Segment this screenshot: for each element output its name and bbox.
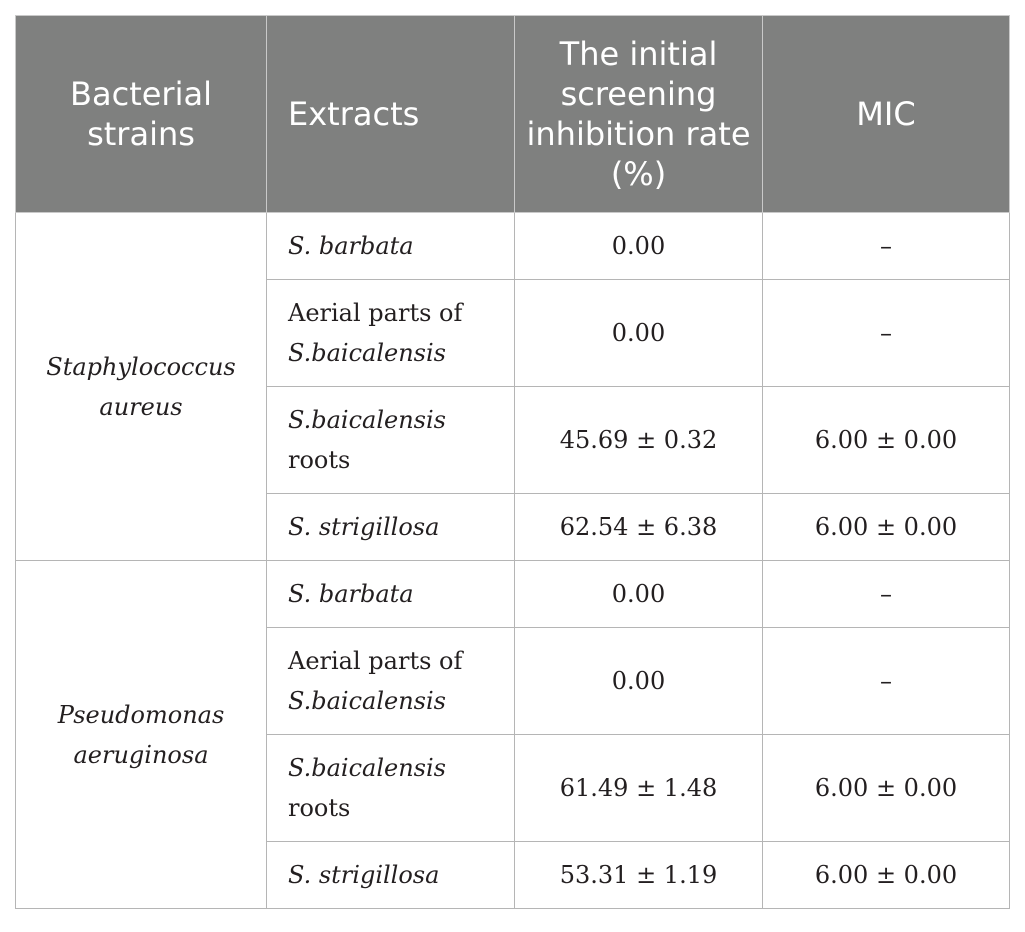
mic-cell: 6.00 ± 0.00 [763,735,1010,842]
header-bacterial-strains: Bacterial strains [16,16,267,213]
mic-cell: – [763,561,1010,628]
mic-cell: – [763,280,1010,387]
rate-cell: 62.54 ± 6.38 [515,494,763,561]
extract-cell [267,280,515,387]
extract-species: S. strigillosa [288,861,440,889]
extract-suffix: roots [288,446,351,474]
mic-cell: – [763,628,1010,735]
table-row [16,561,1010,628]
extract-prefix: Aerial parts of [288,299,463,327]
rate-cell: 53.31 ± 1.19 [515,842,763,909]
rate-cell: 45.69 ± 0.32 [515,387,763,494]
rate-cell: 0.00 [515,561,763,628]
extract-species: S.baicalensis [288,754,446,782]
extract-species: S. strigillosa [288,513,440,541]
rate-cell: 0.00 [515,628,763,735]
strain-cell: Pseudomonas aeruginosa [16,561,267,909]
extract-cell [267,494,515,561]
extract-cell [267,842,515,909]
table-row [16,213,1010,280]
results-table [15,15,1010,909]
mic-cell: 6.00 ± 0.00 [763,842,1010,909]
extract-cell [267,387,515,494]
extract-cell [267,561,515,628]
rate-cell: 0.00 [515,213,763,280]
mic-cell: – [763,213,1010,280]
header-row [16,16,1010,213]
mic-cell: 6.00 ± 0.00 [763,494,1010,561]
header-inhibition-rate: The initial screening inhibition rate (%) [515,16,763,213]
table-body [16,213,1010,909]
extract-species: S. barbata [288,580,414,608]
extract-species: S.baicalensis [288,687,446,715]
extract-suffix: roots [288,794,351,822]
rate-cell: 61.49 ± 1.48 [515,735,763,842]
extract-prefix: Aerial parts of [288,647,463,675]
rate-cell: 0.00 [515,280,763,387]
extract-cell [267,213,515,280]
extract-species: S. barbata [288,232,414,260]
extract-cell [267,735,515,842]
header-extracts: Extracts [267,16,515,213]
header-mic: MIC [763,16,1010,213]
mic-cell: 6.00 ± 0.00 [763,387,1010,494]
table-header [16,16,1010,213]
extract-species: S.baicalensis [288,339,446,367]
extract-species: S.baicalensis [288,406,446,434]
extract-cell [267,628,515,735]
strain-cell: Staphylococcus aureus [16,213,267,561]
